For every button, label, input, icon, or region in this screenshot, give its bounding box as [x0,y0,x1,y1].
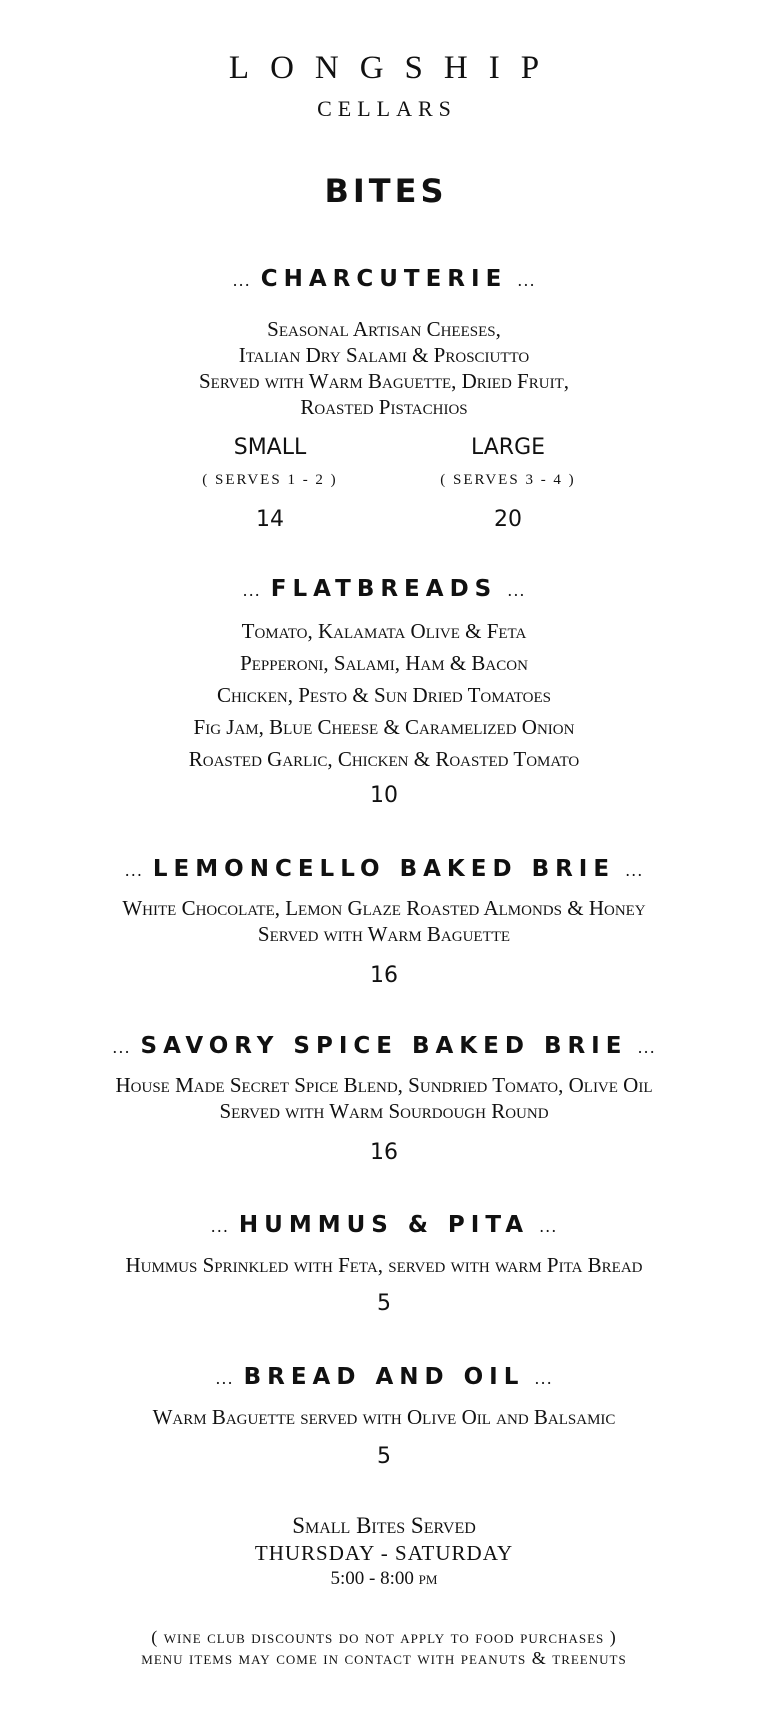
lemoncello-price: 16 [370,963,398,988]
charcuterie-desc-2: Italian Dry Salami & Prosciutto [238,343,530,367]
heading-dots-right: ... [637,1038,656,1057]
size-small-price: 14 [256,507,284,532]
lemoncello-desc-2: Served with Warm Baguette [257,922,511,946]
heading-dots-right: ... [539,1217,558,1236]
heading-dots-left: ... [124,861,143,880]
flatbread-item-1: Tomato, Kalamata Olive & Feta [241,619,527,643]
footer-note-discounts: ( wine club discounts do not apply to food purchases ) [151,1627,617,1647]
brand-name: LONGSHIP [228,50,561,86]
flatbreads-price: 10 [370,783,398,808]
heading-dots-left: ... [210,1217,229,1236]
section-heading-bread-oil [0,1363,768,1393]
size-small [160,434,380,534]
heading-text: BREAD AND OIL [243,1364,525,1390]
brand-subtitle: CELLARS [317,96,457,121]
menu-title: BITES [324,172,448,210]
section-heading-charcuterie [0,265,768,295]
charcuterie-desc-4: Roasted Pistachios [300,395,468,419]
heading-text: CHARCUTERIE [260,266,508,292]
size-large-label: LARGE [470,435,546,460]
charcuterie-desc-3: Served with Warm Baguette, Dried Fruit, [199,369,569,393]
footer-title: Small Bites Served [292,1513,476,1538]
flatbread-item-3: Chicken, Pesto & Sun Dried Tomatoes [217,683,551,707]
heading-dots-right: ... [517,271,536,290]
size-large [398,434,618,534]
hummus-price: 5 [377,1291,391,1316]
heading-dots-left: ... [232,271,251,290]
heading-dots-right: ... [625,861,644,880]
lemoncello-desc-1: White Chocolate, Lemon Glaze Roasted Almonds & Honey [122,896,646,920]
heading-text: HUMMUS & PITA [238,1212,530,1238]
savory-desc-2: Served with Warm Sourdough Round [219,1099,549,1123]
size-small-note: ( SERVES 1 - 2 ) [202,472,338,488]
savory-desc-1: House Made Secret Spice Blend, Sundried Tomato, Olive Oil [115,1073,653,1097]
hummus-desc: Hummus Sprinkled with Feta, served with warm Pita Bread [125,1253,643,1277]
footer-hours: 5:00 - 8:00 pm [330,1568,438,1589]
section-heading-flatbreads [0,575,768,605]
savory-price: 16 [370,1140,398,1165]
size-small-label: SMALL [233,435,307,460]
footer-days: THURSDAY - SATURDAY [254,1541,514,1565]
heading-text: FLATBREADS [270,576,498,602]
section-heading-lemoncello-brie [0,855,768,885]
heading-dots-right: ... [534,1369,553,1388]
size-large-price: 20 [494,507,522,532]
heading-dots-right: ... [507,581,526,600]
footer-note-allergens: menu items may come in contact with peanuts & treenuts [141,1648,627,1668]
heading-dots-left: ... [215,1369,234,1388]
flatbread-item-2: Pepperoni, Salami, Ham & Bacon [240,651,528,675]
bread-oil-price: 5 [377,1444,391,1469]
heading-text: SAVORY SPICE BAKED BRIE [140,1033,628,1059]
size-large-note: ( SERVES 3 - 4 ) [440,472,576,488]
heading-dots-left: ... [242,581,261,600]
heading-text: LEMONCELLO BAKED BRIE [152,856,616,882]
section-heading-hummus [0,1211,768,1241]
charcuterie-desc-1: Seasonal Artisan Cheeses, [267,317,501,341]
flatbread-item-4: Fig Jam, Blue Cheese & Caramelized Onion [193,715,575,739]
heading-dots-left: ... [112,1038,131,1057]
section-heading-savory-brie [0,1032,768,1062]
bread-oil-desc: Warm Baguette served with Olive Oil and Balsamic [152,1405,616,1429]
flatbread-item-5: Roasted Garlic, Chicken & Roasted Tomato [188,747,580,771]
